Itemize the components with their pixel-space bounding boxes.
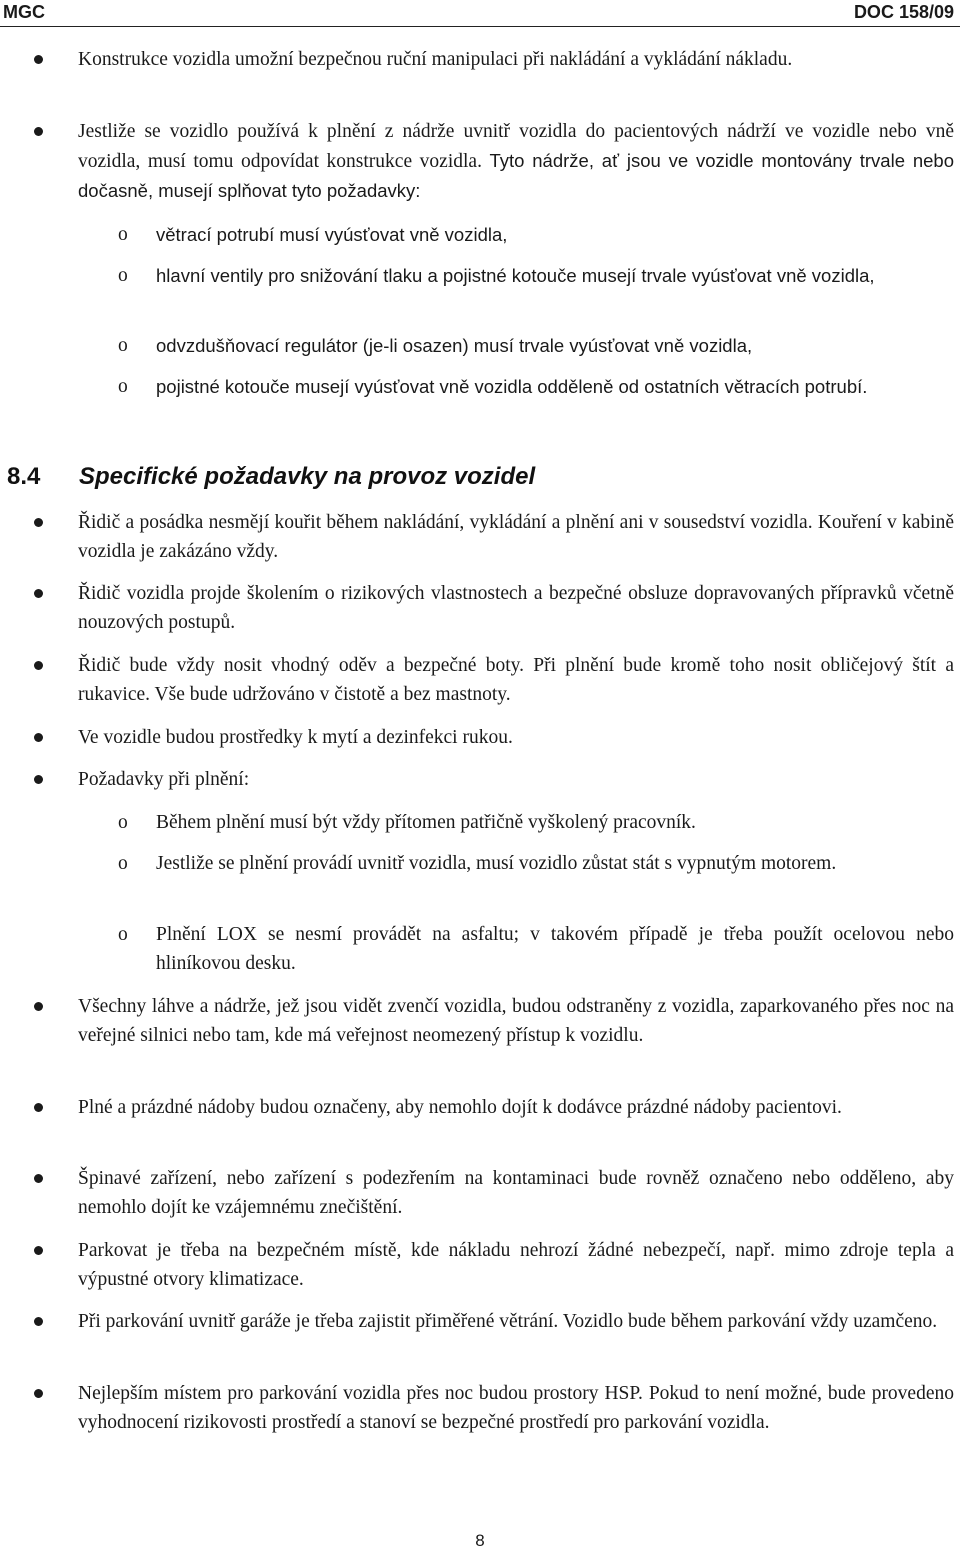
sub-item-text: Během plnění musí být vždy přítomen patřičně vyškolený pracovník. xyxy=(156,812,696,833)
bullet-icon xyxy=(34,1002,43,1011)
circle-bullet-icon: o xyxy=(118,265,128,286)
bullet-icon xyxy=(34,1246,43,1255)
section-title-text: Specifické požadavky na provoz vozidel xyxy=(79,463,536,490)
bullet xyxy=(0,508,960,566)
bullet-icon xyxy=(34,589,43,598)
bullet-icon xyxy=(34,127,43,136)
sub-item-text: pojistné kotouče musejí vyúsťovat vně vozidla odděleně od ostatních větracích potrubí. xyxy=(156,376,868,397)
list-item xyxy=(0,45,960,74)
bullet-icon xyxy=(34,55,43,64)
sub-item xyxy=(0,849,960,878)
bullet xyxy=(0,1236,960,1294)
bullet-icon xyxy=(34,1103,43,1112)
list-item-text: Řidič vozidla projde školením o rizikových vlastnostech a bezpečné obsluze dopravovaných přípravků včetně nouzových postupů. xyxy=(78,583,954,633)
bullet-icon xyxy=(34,1317,43,1326)
sub-item-text: Jestliže se plnění provádí uvnitř vozidla, musí vozidlo zůstat stát s vypnutým motorem. xyxy=(156,853,837,874)
sub-item-text: větrací potrubí musí vyúsťovat vně vozidla, xyxy=(156,224,508,245)
list-item-text: Všechny láhve a nádrže, jež jsou vidět zvenčí vozidla, budou odstraněny z vozidla, zaparkovaného přes noc na veřejné silnici nebo tam, kde má veřejnost neomezený přístup k vozidlu. xyxy=(78,996,954,1046)
circle-bullet-icon: o xyxy=(118,224,128,245)
list-item-text: Plné a prázdné nádoby budou označeny, aby nemohlo dojít k dodávce prázdné nádoby pacientovi. xyxy=(78,1097,842,1118)
sub-item xyxy=(0,261,960,291)
list-item-text: Parkovat je třeba na bezpečném místě, kde nákladu nehrozí žádné nebezpečí, např. mimo zdroje tepla a výpustné otvory klimatizace. xyxy=(78,1240,954,1290)
list-item-text: Při parkování uvnitř garáže je třeba zajistit přiměřené větrání. Vozidlo bude během parkování vždy uzamčeno. xyxy=(78,1311,938,1332)
bullet-icon xyxy=(34,733,43,742)
page-number: 8 xyxy=(475,1531,485,1550)
bullet xyxy=(0,651,960,709)
sub-item xyxy=(0,372,960,402)
section-heading xyxy=(7,463,535,491)
bullet xyxy=(0,765,960,794)
list-item-text: Konstrukce vozidla umožní bezpečnou ruční manipulaci při nakládání a vykládání nákladu. xyxy=(78,49,793,70)
sub-item xyxy=(0,808,960,837)
requirements-list-2 xyxy=(0,117,960,206)
sub-item-text: odvzdušňovací regulátor (je-li osazen) musí trvale vyúsťovat vně vozidla, xyxy=(156,335,753,356)
bullet-icon xyxy=(34,1389,43,1398)
bullet xyxy=(0,1164,960,1222)
sub-item-text: hlavní ventily pro snižování tlaku a pojistné kotouče musejí trvale vyúsťovat vně vozidla, xyxy=(156,265,875,286)
circle-bullet-icon: o xyxy=(118,853,128,874)
list-item-text: Špinavé zařízení, nebo zařízení s podezřením na kontaminaci bude rovněž označeno nebo odděleno, aby nemohlo dojít ke vzájemnému znečištění. xyxy=(78,1168,954,1218)
bullet-icon xyxy=(34,775,43,784)
bullet-icon xyxy=(34,661,43,670)
bullet-icon xyxy=(34,1174,43,1183)
list-item-text: Ve vozidle budou prostředky k mytí a dezinfekci rukou. xyxy=(78,727,513,748)
bullet xyxy=(0,1093,960,1122)
sub-item xyxy=(0,331,960,361)
circle-bullet-icon: o xyxy=(118,812,128,833)
sub-item xyxy=(0,220,960,250)
header-org: MGC xyxy=(3,2,45,22)
header-doc-id: DOC 158/09 xyxy=(853,2,954,22)
circle-bullet-icon: o xyxy=(118,924,128,945)
circle-bullet-icon: o xyxy=(118,376,128,397)
requirements-list-1 xyxy=(0,45,960,74)
page-header xyxy=(0,0,960,27)
bullet xyxy=(0,992,960,1050)
list-item-text: Jestliže se vozidlo používá k plnění z nádrže uvnitř vozidla do pacientových nádrží ve vozidle nebo vně vozidla, musí tomu odpovídat konstrukce vozidla. xyxy=(78,121,954,172)
sub-item-text: Plnění LOX se nesmí provádět na asfaltu; v takovém případě je třeba použít ocelovou nebo hliníkovou desku. xyxy=(156,924,954,974)
bullet xyxy=(0,1307,960,1336)
list-item-text: Požadavky při plnění: xyxy=(78,769,250,790)
list-item xyxy=(0,117,960,206)
bullet xyxy=(0,579,960,637)
list-item-text: Řidič bude vždy nosit vhodný oděv a bezpečné boty. Při plnění bude kromě toho nosit obličejový štít a rukavice. Vše bude udržováno v čistotě a bez mastnoty. xyxy=(78,655,954,705)
section-number: 8.4 xyxy=(7,463,41,490)
list-item-text-sans: Tyto nádrže, ať jsou ve vozidle montovány trvale nebo dočasně, musejí splňovat tyto požadavky: xyxy=(78,150,954,201)
list-item-text: Řidič a posádka nesmějí kouřit během nakládání, vykládání a plnění ani v sousedství vozidla. Kouření v kabině vozidla je zakázáno vždy. xyxy=(78,512,954,562)
bullet xyxy=(0,723,960,752)
bullet-icon xyxy=(34,518,43,527)
list-item-text: Nejlepším místem pro parkování vozidla přes noc budou prostory HSP. Pokud to není možné, bude provedeno vyhodnocení rizikovosti prostředí a stanoví se bezpečné prostředí pro parkování vozidla. xyxy=(78,1383,954,1433)
sub-item xyxy=(0,920,960,978)
circle-bullet-icon: o xyxy=(118,335,128,356)
bullet xyxy=(0,1379,960,1437)
